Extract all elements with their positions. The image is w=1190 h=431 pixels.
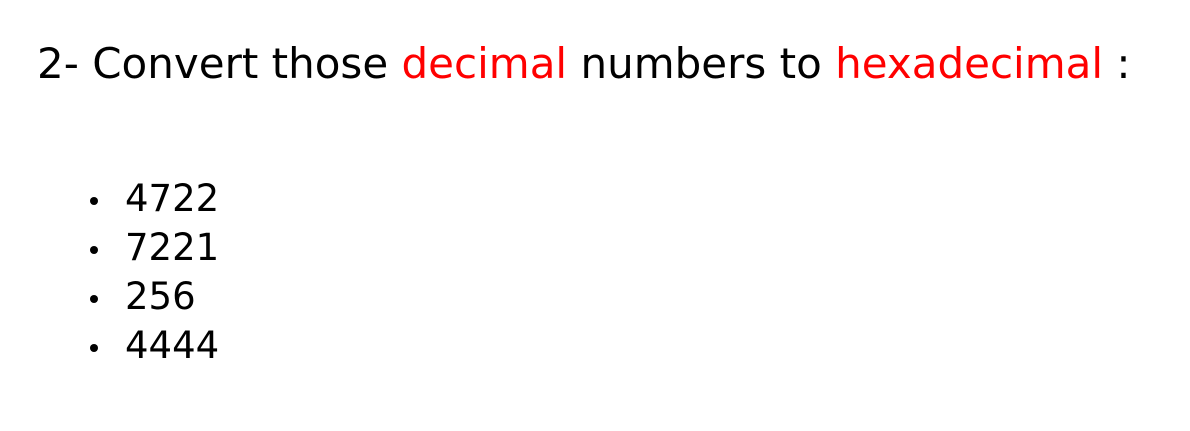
heading-highlight-decimal: decimal [401, 39, 568, 88]
heading-middle: numbers to [567, 39, 836, 88]
list-item-value: 256 [125, 275, 196, 318]
number-list [90, 174, 219, 370]
list-item-value: 4444 [125, 324, 220, 367]
bullet-icon [90, 295, 98, 303]
list-item [90, 321, 219, 370]
bullet-icon [90, 246, 98, 254]
heading-suffix: : [1103, 39, 1131, 88]
list-item [90, 223, 219, 272]
bullet-icon [90, 197, 98, 205]
exercise-heading [37, 36, 1131, 92]
bullet-icon [90, 344, 98, 352]
heading-prefix: 2- Convert those [37, 39, 402, 88]
list-item [90, 272, 219, 321]
list-item [90, 174, 219, 223]
list-item-value: 7221 [125, 226, 220, 269]
list-item-value: 4722 [125, 177, 220, 220]
heading-highlight-hexadecimal: hexadecimal [835, 39, 1104, 88]
